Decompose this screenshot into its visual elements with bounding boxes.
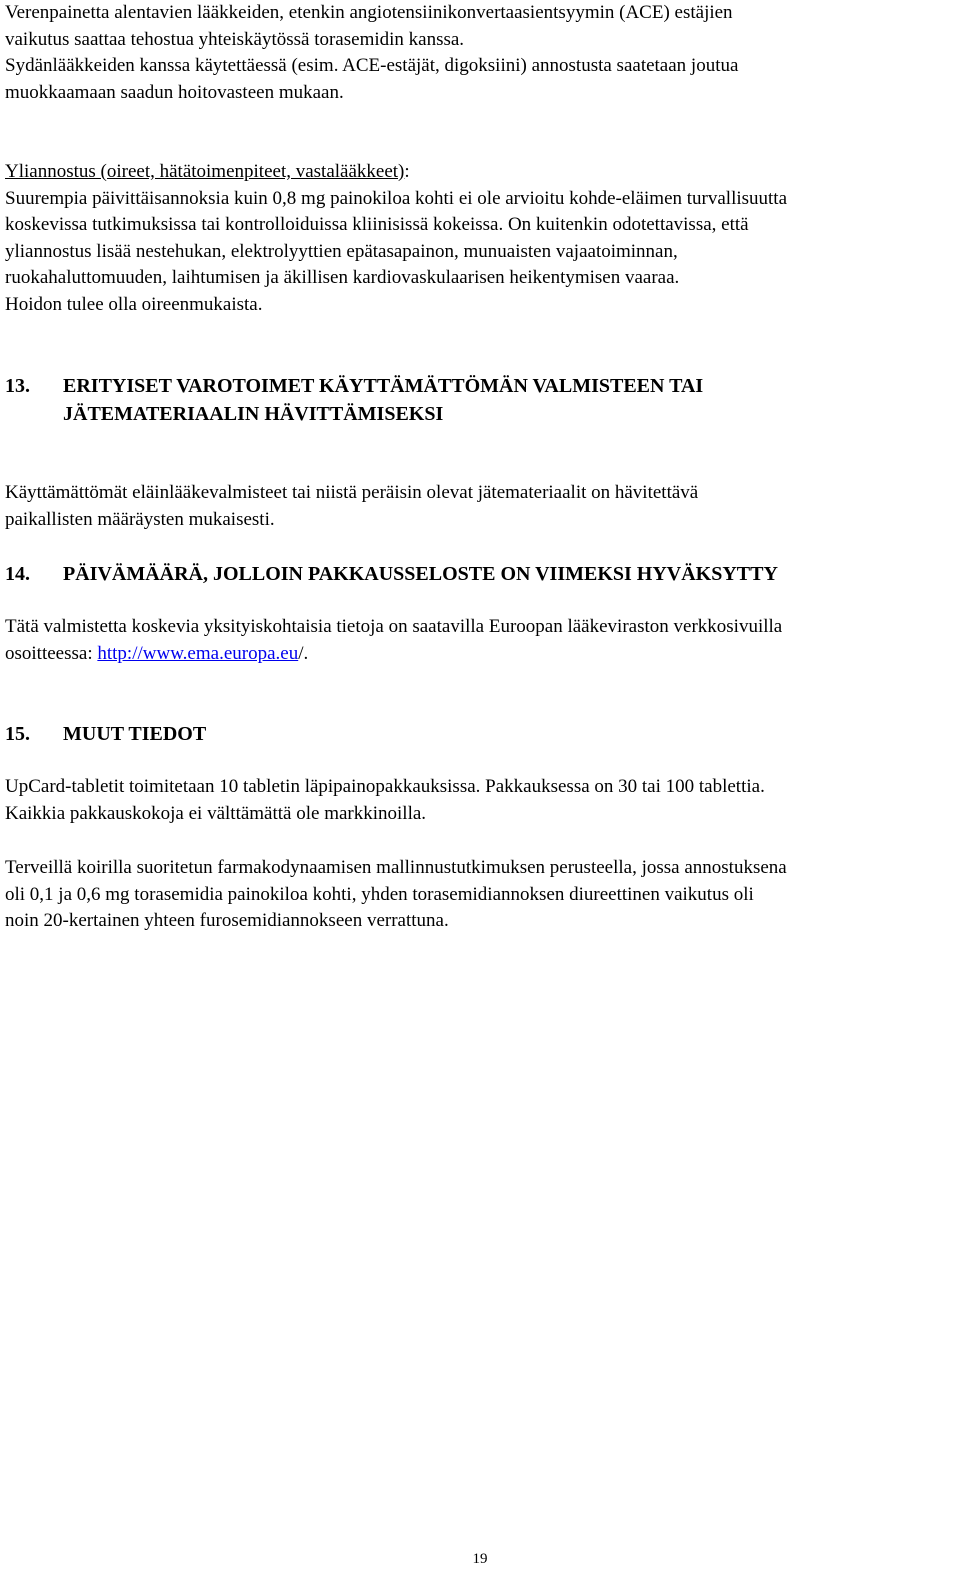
section-14-title-line [5,560,778,588]
section-13-title-line [5,372,703,400]
text-line: koskevissa tutkimuksissa tai kontrolloiduissa kliinisissä kokeissa. On kuitenkin odotettavissa, että [5,214,749,235]
section-13-heading [5,372,703,428]
interaction-paragraph [5,0,957,106]
text-line: muokkaamaan saadun hoitovasteen mukaan. [5,81,344,103]
section-14-title: PÄIVÄMÄÄRÄ, JOLLOIN PAKKAUSSELOSTE ON VIIMEKSI HYVÄKSYTTY [63,563,778,585]
overdose-heading-colon: : [404,161,410,182]
section-15-heading [5,720,206,748]
address-prefix: osoitteessa: [5,642,98,664]
section-15-body [5,774,957,827]
overdose-paragraph [5,159,957,318]
section-15-title: MUUT TIEDOT [63,723,207,745]
text-line: UpCard-tabletit toimitetaan 10 tabletin läpipainopakkauksissa. Pakkauksessa on 30 tai 100 tablettia. [5,776,765,797]
text-line: oli 0,1 ja 0,6 mg torasemidia painokiloa kohti, yhden torasemidiannoksen diureettinen vaikutus oli [5,883,754,905]
text-line: vaikutus saattaa tehostua yhteiskäytössä torasemidin kanssa. [5,28,465,50]
section-13-title: ERITYISET VAROTOIMET KÄYTTÄMÄTTÖMÄN VALMISTEEN TAI [63,375,704,397]
text-line: paikallisten määräysten mukaisesti. [5,508,275,530]
text-line: Verenpainetta alentavien lääkkeiden, etenkin angiotensiinikonvertaasientsyymin (ACE) estäjien [5,2,733,23]
text-line: yliannostus lisää nestehukan, elektrolyyttien epätasapainon, munuaisten vajaatoiminnan, [5,240,678,262]
section-14-body [5,614,957,667]
text-line: ruokahaluttomuuden, laihtumisen ja äkillisen kardiovaskulaarisen heikentymisen vaaraa. [5,267,680,288]
text-line: Hoidon tulee olla oireenmukaista. [5,293,263,315]
section-14-number: 14. [5,563,30,585]
overdose-heading: Yliannostus (oireet, hätätoimenpiteet, vastalääkkeet) [5,161,405,182]
text-line: Sydänlääkkeiden kanssa käytettäessä (esim. ACE-estäjät, digoksiini) annostusta saatetaan joutua [5,55,739,76]
section-15-number: 15. [5,723,30,745]
section-13-number: 13. [5,375,30,397]
text-line: noin 20-kertainen yhteen furosemidiannokseen verrattuna. [5,910,449,931]
address-suffix: /. [298,642,309,664]
overdose-heading-line [5,159,957,186]
page-number: 19 [472,1551,488,1567]
text-line: Terveillä koirilla suoritetun farmakodynaamisen mallinnustutkimuksen perusteella, jossa annostuksena [5,857,787,878]
section-15-title-line [5,720,206,748]
section-13-title-line: JÄTEMATERIAALIN HÄVITTÄMISEKSI [63,403,444,425]
text-line: Tätä valmistetta koskevia yksityiskohtaisia tietoja on saatavilla Euroopan lääkeviraston verkkosivuilla [5,616,783,637]
section-15-study-paragraph [5,855,957,935]
text-line [5,641,957,668]
ema-website-link[interactable]: http://www.ema.europa.eu [97,642,299,664]
text-line: Suurempia päivittäisannoksia kuin 0,8 mg painokiloa kohti ei ole arvioitu kohde-eläimen turvallisuutta [5,187,788,209]
text-line: Kaikkia pakkauskokoja ei välttämättä ole markkinoilla. [5,802,427,824]
section-13-body [5,480,957,533]
section-14-heading [5,560,778,588]
text-line: Käyttämättömät eläinlääkevalmisteet tai niistä peräisin olevat jätemateriaalit on hävitettävä [5,482,699,503]
